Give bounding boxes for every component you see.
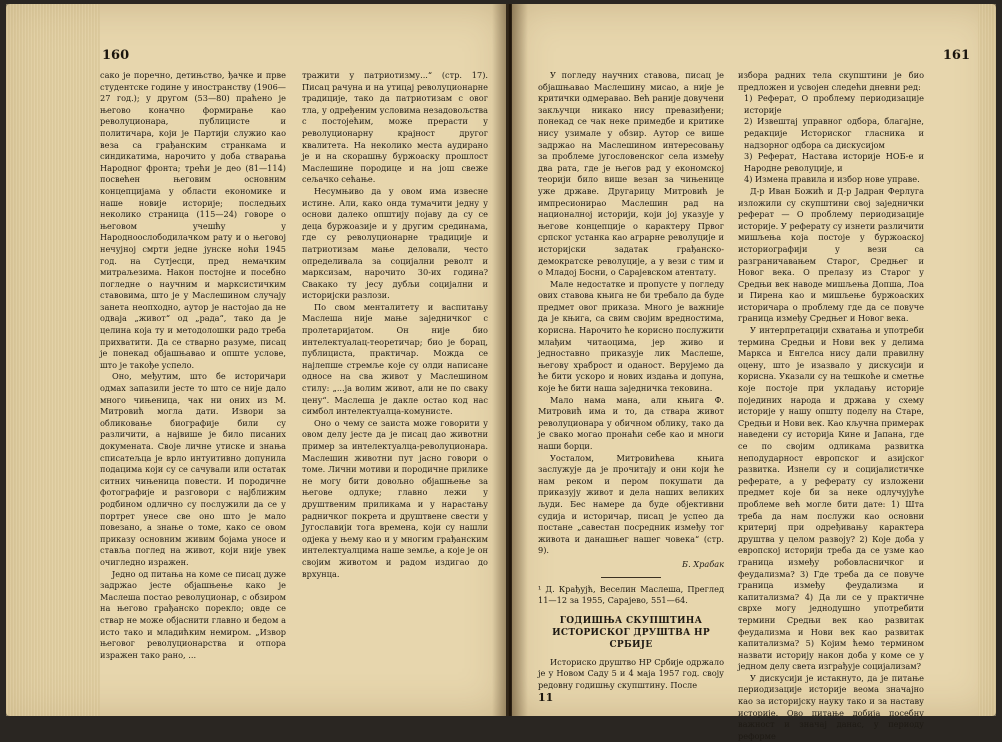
left-column-2 <box>302 70 488 580</box>
paragraph: Мале недостатке и пропусте у погледу ових ставова књига не би требало да буде предмет овог приказа. Много је важније да је књига, са свим својим вредностима, корисна. Нарочито ће корисно послужити млађим читаоцима, јер живо и једноставно приказује лик Маслеше, његову храброст и оданост. Верујемо да ће бити ускоро и нових издања и допуна, које ће бити наша заједничка тековина. <box>538 278 724 394</box>
right-page <box>512 4 996 741</box>
paragraph: Једно од питања на коме се писац дуже задржао јесте објашњење како је Маслеша постао револуционар, с обзиром на његово грађанско порекло; овде се ствар не може објаснити главно и бедом а исто тако и младићким немиром. „Извор његовог револуционарства и отпора изражен тако рано, ... <box>100 568 286 660</box>
agenda-item: 4) Измена правила и избор нове управе. <box>744 174 920 185</box>
footnote: ¹ Д. Крађујћ, Веселин Маслеша, Преглед 11—12 за 1955, Сарајево, 551—64. <box>538 583 724 606</box>
left-page <box>6 4 506 716</box>
agenda-item: 2) Извештај управног одбора, благајне, редакције Историског гласника и надзорног одбора са дискусијом <box>744 116 924 150</box>
paragraph: У дискусији је истакнуто, да је питање периодизације историје веома значајно као за историјску науку тако и за наставу историје. Ово питање добија посебну важност и значај данас, у периоду реформе <box>738 672 924 741</box>
agenda-item: 1) Реферат, О проблему периодизације историје <box>744 93 924 115</box>
paragraph: Д-р Иван Божић и Д-р Јадран Ферлуга изложили су скупштини свој заједнички реферат — О проблему периодизације историје. У реферату су изнети различити мишљења која постоје у буржоаској историографији у вези са разграничавањем Старог, Средњег и Новог века. О прелазу из Старог у Средњи век наводе мишљења Допша, Лоа и Пирена као и мишљење буржоаских историчара о проблему где да се повуче граница између Средњег и Новог века. <box>738 185 924 324</box>
signature: Б. Храбак <box>682 558 724 569</box>
paragraph: тражити у патриотизму...“ (стр. 17). Писац рачуна и на утицај револуционарне традиције, тако да патриотизам с овог тла, у одређеним условима незадовољства с постојећим, може прерасти у револуционарну крајност другог квалитета. На неколико места аудирано је и на скорашњу буржоаску прошлост Маслешине породице и на још свеже сељачко сећање. <box>302 70 488 185</box>
paragraph: сако је поречно, детињство, ђачке и прве студентске године у иностранству (1906—27 год.); у другом (53—80) праћено је његово коначно формирање као револуционара, публицисте и политичара, који је Партији служио као веза са грађанским странкама и синдикатима, нарочито у доба стварања Народног фронта; трећи је део (81—114) посвећен његовим основним концепцијама у области економике и наше новије историје; последњих неколико страница (115—24) говоре о његовом учешћу у Народноослободилачком рату и о његовој нечујној смрти једне јунске ноћи 1945 год. на Сутјесци, пред немачким митраљезима. Након постојне и посебно погледне о научним и марксистичким ставовима, што је у Маслешином случају занета неопходно, аутор је настојао да не одваја „живот“ од „рада“, тако да је целина која ту и методолошки радо треба прихватити. Да се стварно разуме, писац је понекад објашњавао и опште услове, што је такође успело. <box>100 70 286 370</box>
paragraph: Историско друштво НР Србије одржало је у Новом Саду 5 и 4 маја 1957 год. своју редовну годишњу скупштину. После <box>538 656 724 690</box>
agenda-list <box>738 93 924 186</box>
agenda-item: 3) Реферат, Настава историје НОБ-е и Народне револуције, и <box>744 151 924 173</box>
paragraph: Мало нама мана, али књига Ф. Митровић има и то, да ствара живот револуционара у обичном облику, тако да је свако могао пронаћи себе као и многи наши борци. <box>538 394 724 451</box>
paragraph: У погледу научних ставова, писац је објашњавао Маслешину мисао, а није је критички одмеравао. Већ раније довучени закључци никако нису превазиђени; понекад се чак неке примедбе и критике нису узимале у обзир. Аутор се више задржао на Маслешином интересовању за проблеме југословенског села између два рата, где је његов рад у економској теорији било више везан за чињенице уже државе. Другарицу Митровић је импресионирао Маслешин рад на националној историји, који јој указује у његове концепције о карактеру Првог српског устанка као аграрне револуције и историјски задатак грађанско-демократске револуције, а у вези с тим и о Младој Босни, о Сарајевском атентату. <box>538 70 724 278</box>
left-column-1 <box>100 70 286 661</box>
paragraph: По свом менталитету и васпитању Маслеша није мање заједничког с пролетаријатом. Он није био интелектуалац-теоретичар; био је борац, публициста, практичар. Можда се најлепше стремље које су олди написане односе на сва живот у Маслешином стилу: „...ја волим живот, али не по сваку цену“. Маслеша је дакле остао код нас симбол интелектуалца-комунисте. <box>302 301 488 417</box>
section-title: ГОДИШЊА СКУПШТИНА ИСТОРИСКОГ ДРУШТВА НР СРБИЈЕ <box>552 615 710 650</box>
paragraph: Оно, међутим, што бе историчари одмах запазили јесте то што се није дало много чињеница, чак ни оних из М. Митровић могла дати. Извори за обликовање биографије били су различити, а највише је било писаних докумената. Своје личне утиске и знања списатељца је врло интуитивно допунила подацима који су се сачували или остатак ситних чињеница повести. И породичне фотографије и разговори с најближим родбином одлично су послужили да се у портрет унесе све оно што је мало повезано, а знање о томе, како се овом приказу основним живим бојама уносе и ставља поглед на живот, који није увек очигледно изражен. <box>100 371 286 567</box>
right-column-2 <box>738 70 924 742</box>
paragraph: Уосталом, Митровићева књига заслужује да је прочитају и они који ће нам реком и пером покушати да приказују живот и дела наших великих људи. Бес намере да буде објективни судија и историчар, писац је успео да постане „савестан посредник између тог живота и данашњег нашег човека“ (стр. 9). <box>538 452 724 556</box>
bottom-page-number: 11 <box>538 691 554 704</box>
book-spread <box>6 4 996 741</box>
paragraph: У интерпретацији схватања и употреби термина Средњи и Нови век у делима Маркса и Енгелса нису дали правилну оцену, што је изазвало у дискусији и корисна. Указали су на тешкоће и сметње које постоје при укладању историје појединих народа и држава у схему историје у нашу општу поделу на Старе, Средњи и Нови век. Као кључна примерак наведени су историја Кине и Јапана, где се по својим одликама развитка неподударност европског и азијског развитка. Изнели су и социјалистичке реферате, а у реферату су изложени предмет које би за неке одлучујуће проблеме већ могле бити дате: 1) Шта треба да нам послужи као основни критериј при одређивању карактера друштва у целом развоју? 2) Које доба у европској историји треба да се узме као граница између робовласничког и феудализма? 3) Где треба да се повуче граница између феудализма и капитализма? 4) Да ли се у практичне сврхе могу једнодушно употребити термини Средњи век као развитак феудализма и Нови век као развитак капитализма? 5) Којим ћемо термином назвати историју након доба у коме се у једном делу света изграђује социјализам? <box>738 325 924 672</box>
page-edge-left <box>6 4 100 716</box>
page-number-left: 160 <box>102 48 130 63</box>
paragraph: Несумњиво да у овом има извесне истине. Али, како онда тумачити једну у основи далеко општију појаву да су се деца буржоазије и у другим срединама, где су револуционарне традиције и патриотизам мање деловали, често определивала за социјални револт и марксизам, нарочито 30-их година? Свакако ту јесу дубљи социјални и историјски разлози. <box>302 185 488 301</box>
page-number-right: 161 <box>942 48 970 63</box>
paragraph: Оно о чему се заиста може говорити у овом делу јесте да је писац дао животни пример за интелектуалца-револуционара. Маслешин животни пут јасно говори о томе. Лични мотиви и породичне прилике не могу бити довољно објашњење за његове одлуке; главно лежи у друштвеним приликама и у нарастању радничког покрета и друштвене свести у Југославији тога времена, који су нашли одјека у њему као и у многим грађанским интелектуалцима наше земље, а које је он својим животом и радом издигао до врхунца. <box>302 417 488 579</box>
divider <box>601 577 661 578</box>
paragraph: избора радних тела скупштини је био предложен и усвојен следећи дневни ред: <box>738 70 924 92</box>
page-edge-right <box>978 4 996 716</box>
right-column-1 <box>538 70 724 692</box>
